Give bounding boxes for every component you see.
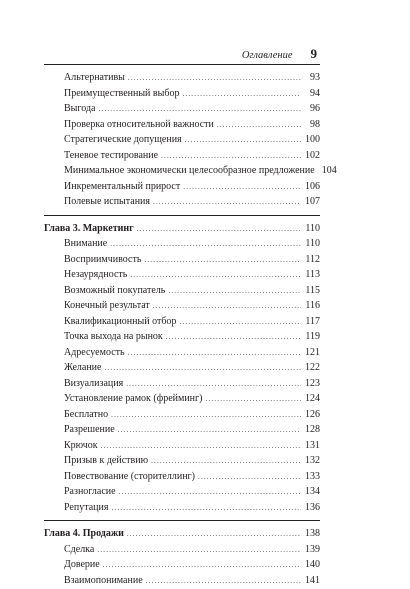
toc-entry[interactable] [44,345,320,361]
toc-entry[interactable] [44,163,320,179]
toc-entry-title: Повествование (сторителлинг) [44,469,195,485]
dot-leader [182,87,301,103]
toc-entry-page: 110 [304,236,320,252]
dot-leader [168,284,301,300]
toc-entry-title: Квалификационный отбор [44,314,176,330]
toc-entry-title: Восприимчивость [44,252,141,268]
toc-entry[interactable] [44,252,320,268]
toc-entry-title: Призыв к действию [44,453,148,469]
toc-entry-title: Репутация [44,500,108,516]
toc-entry-title: Минимальное экономически целесообразное предложение [44,163,315,179]
toc-entry-page: 139 [304,542,320,558]
dot-leader [104,361,301,377]
dot-leader [111,408,301,424]
toc-entry-title: Конечный результат [44,298,150,314]
toc-entry[interactable] [44,573,320,589]
toc-entry-page: 134 [304,484,320,500]
dot-leader [151,454,301,470]
toc-entry-title: Выгода [44,101,95,117]
toc-entry[interactable] [44,500,320,516]
dot-leader [118,423,301,439]
toc-entry-title: Разногласие [44,484,116,500]
toc-entry[interactable] [44,314,320,330]
dot-leader [101,439,301,455]
toc-entry-page: 107 [304,194,320,210]
dot-leader [183,180,301,196]
chapter-heading-page: 110 [304,221,320,237]
toc-entry-page: 132 [304,453,320,469]
toc-entry[interactable] [44,407,320,423]
toc-entry[interactable] [44,194,320,210]
toc-entry-page: 123 [304,376,320,392]
dot-leader [153,195,301,211]
toc-entry-title: Визуализация [44,376,123,392]
dot-leader [185,133,301,149]
toc-entry-page: 104 [321,163,337,179]
toc-entry[interactable] [44,438,320,454]
toc-entry[interactable] [44,298,320,314]
dot-leader [153,299,301,315]
toc-entry[interactable] [44,453,320,469]
toc-entry-page: 96 [304,101,320,117]
toc-entry-title: Доверие [44,557,100,573]
toc-entry-title: Бесплатно [44,407,108,423]
toc-entry-page: 126 [304,407,320,423]
toc-section [44,70,320,210]
dot-leader [111,501,301,517]
chapter-heading-title: Глава 3. Маркетинг [44,221,134,237]
dot-leader [97,543,301,559]
toc-entry-page: 116 [304,298,320,314]
toc-entry-page: 119 [304,329,320,345]
toc-entry-title: Желание [44,360,101,376]
toc-entry-title: Теневое тестирование [44,148,158,164]
section-divider [44,520,320,521]
toc-entry-page: 100 [304,132,320,148]
toc-entry-page: 122 [304,360,320,376]
toc-entry[interactable] [44,391,320,407]
dot-leader [126,377,301,393]
toc-entry-title: Сделка [44,542,94,558]
toc-entry-title: Разрешение [44,422,115,438]
toc-entry-page: 94 [304,86,320,102]
dot-leader [144,253,301,269]
toc-entry[interactable] [44,267,320,283]
toc-entry-page: 136 [304,500,320,516]
toc-entry-title: Преимущественный выбор [44,86,179,102]
toc-entry[interactable] [44,360,320,376]
toc-entry-title: Незаурядность [44,267,127,283]
toc-entry-page: 133 [304,469,320,485]
toc-entry-page: 112 [304,252,320,268]
toc-entry-page: 124 [304,391,320,407]
toc-entry[interactable] [44,148,320,164]
dot-leader [217,118,301,134]
toc-entry-title: Стратегические допущения [44,132,182,148]
toc-entry-page: 115 [304,283,320,299]
toc-entry[interactable] [44,484,320,500]
running-title: Оглавление [242,50,293,61]
toc-entry[interactable] [44,329,320,345]
toc-entry[interactable] [44,376,320,392]
toc-section [44,520,320,588]
dot-leader [98,102,301,118]
toc-entry-page: 121 [304,345,320,361]
toc-entry-title: Возможный покупатель [44,283,165,299]
table-of-contents [44,70,320,588]
chapter-heading-page: 138 [304,526,320,542]
dot-leader [137,222,301,238]
toc-entry[interactable] [44,422,320,438]
dot-leader [103,558,301,574]
toc-entry-title: Полевые испытания [44,194,150,210]
toc-entry-page: 102 [304,148,320,164]
toc-entry-page: 117 [304,314,320,330]
toc-entry-page: 93 [304,70,320,86]
toc-entry[interactable] [44,236,320,252]
dot-leader [166,330,301,346]
dot-leader [205,392,301,408]
running-header [44,46,320,65]
toc-entry[interactable] [44,542,320,558]
dot-leader [128,71,301,87]
toc-entry[interactable] [44,179,320,195]
toc-entry-page: 141 [304,573,320,589]
toc-entry-page: 106 [304,179,320,195]
toc-entry-page: 98 [304,117,320,133]
dot-leader [130,268,301,284]
toc-entry[interactable] [44,283,320,299]
chapter-heading-title: Глава 4. Продажи [44,526,124,542]
toc-entry[interactable] [44,86,320,102]
chapter-heading[interactable] [44,526,320,542]
toc-entry[interactable] [44,117,320,133]
dot-leader [179,315,301,331]
page-number: 9 [311,46,318,62]
dot-leader [119,485,301,501]
toc-entry-page: 131 [304,438,320,454]
toc-entry-title: Крючок [44,438,98,454]
toc-entry-page: 140 [304,557,320,573]
toc-entry-title: Взаимопонимание [44,573,143,589]
toc-entry-title: Внимание [44,236,107,252]
toc-entry-title: Установление рамок (фрейминг) [44,391,202,407]
toc-entry-title: Инкрементальный прирост [44,179,180,195]
toc-entry[interactable] [44,132,320,148]
section-divider [44,215,320,216]
toc-entry-title: Проверка относительной важности [44,117,214,133]
toc-entry[interactable] [44,70,320,86]
toc-section [44,215,320,516]
toc-entry[interactable] [44,101,320,117]
toc-entry-page: 128 [304,422,320,438]
dot-leader [110,237,301,253]
dot-leader [161,149,301,165]
dot-leader [198,470,301,486]
dot-leader [146,574,301,589]
toc-entry[interactable] [44,469,320,485]
toc-entry-title: Альтернативы [44,70,125,86]
dot-leader [128,346,301,362]
chapter-heading[interactable] [44,221,320,237]
dot-leader [127,527,301,543]
toc-entry-page: 113 [304,267,320,283]
toc-entry-title: Точка выхода на рынок [44,329,163,345]
toc-entry[interactable] [44,557,320,573]
toc-entry-title: Адресуемость [44,345,125,361]
